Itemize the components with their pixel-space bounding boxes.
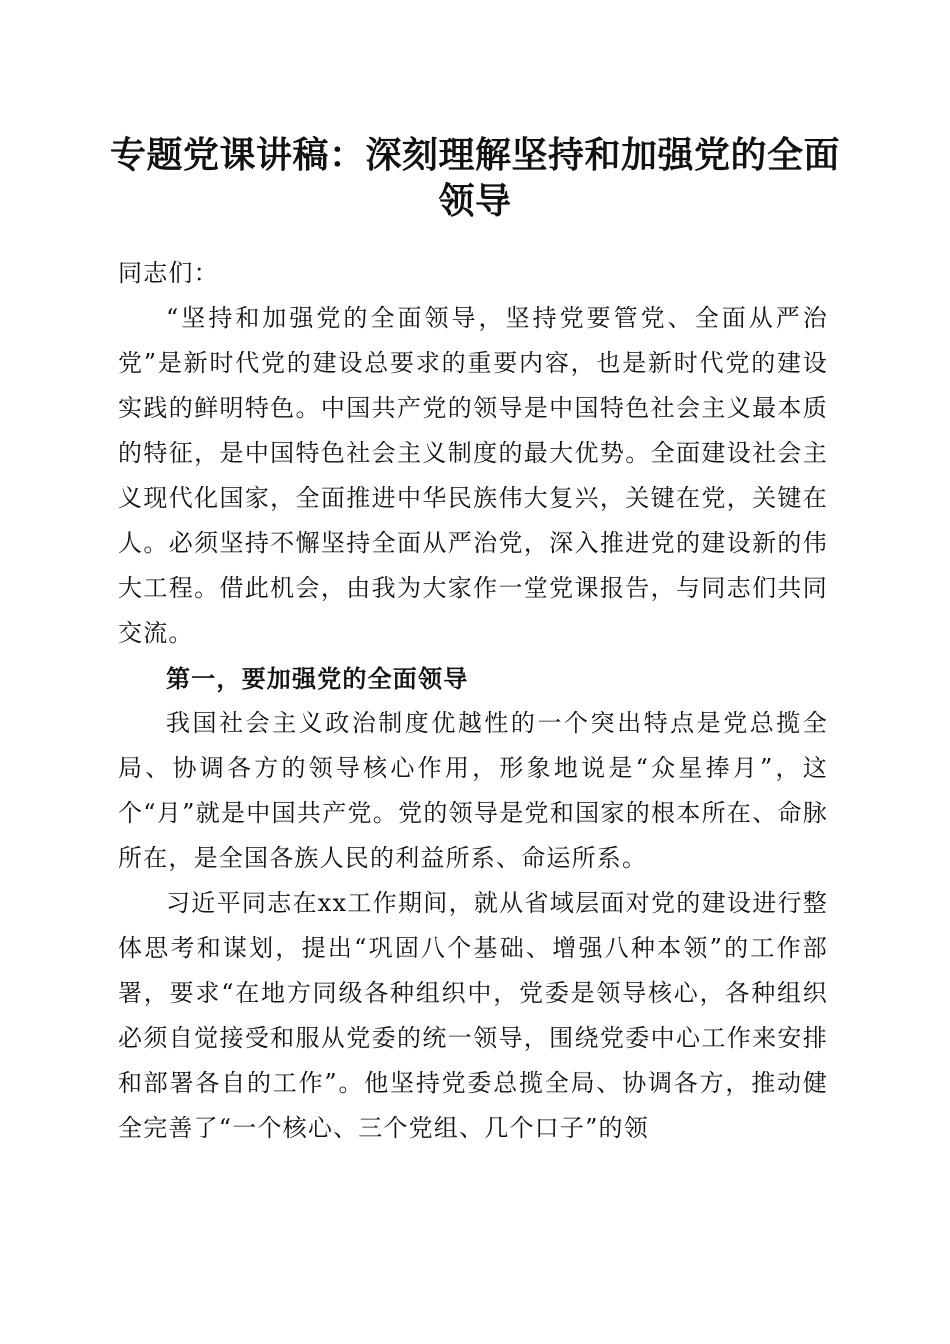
document-body <box>118 251 828 1151</box>
section-paragraph-1: 我国社会主义政治制度优越性的一个突出特点是党总揽全局、协调各方的领导核心作用，形象地说是“众星捧月”，这个“月”就是中国共产党。党的领导是党和国家的根本所在、命脉所在，是全国各族人民的利益所系、命运所系。 <box>118 709 828 872</box>
intro-paragraph: “坚持和加强党的全面领导，坚持党要管党、全面从严治党”是新时代党的建设总要求的重要内容，也是新时代党的建设实践的鲜明特色。中国共产党的领导是中国特色社会主义最本质的特征，是中国特色社会主义制度的最大优势。全面建设社会主义现代化国家，全面推进中华民族伟大复兴，关键在党，关键在人。必须坚持不懈坚持全面从严治党，深入推进党的建设新的伟大工程。借此机会，由我为大家作一堂党课报告，与同志们共同交流。 <box>118 304 828 647</box>
title-line-1: 专题党课讲稿：深刻理解坚持和加强党的全面 <box>109 134 840 176</box>
document-title <box>100 132 850 224</box>
section-heading: 第一，要加强党的全面领导 <box>166 664 469 693</box>
section-paragraph-2: 习近平同志在xx工作期间，就从省域层面对党的建设进行整体思考和谋划，提出“巩固八个基础、增强八种本领”的工作部署，要求“在地方同级各种组织中，党委是领导核心，各种组织必须自觉接受和服从党委的统一领导，围绕党委中心工作来安排和部署各自的工作”。他坚持党委总揽全局、协调各方，推动健全完善了“一个核心、三个党组、几个口子”的领 <box>118 889 828 1142</box>
title-line-2: 领导 <box>438 180 512 222</box>
greeting: 同志们： <box>118 259 219 287</box>
